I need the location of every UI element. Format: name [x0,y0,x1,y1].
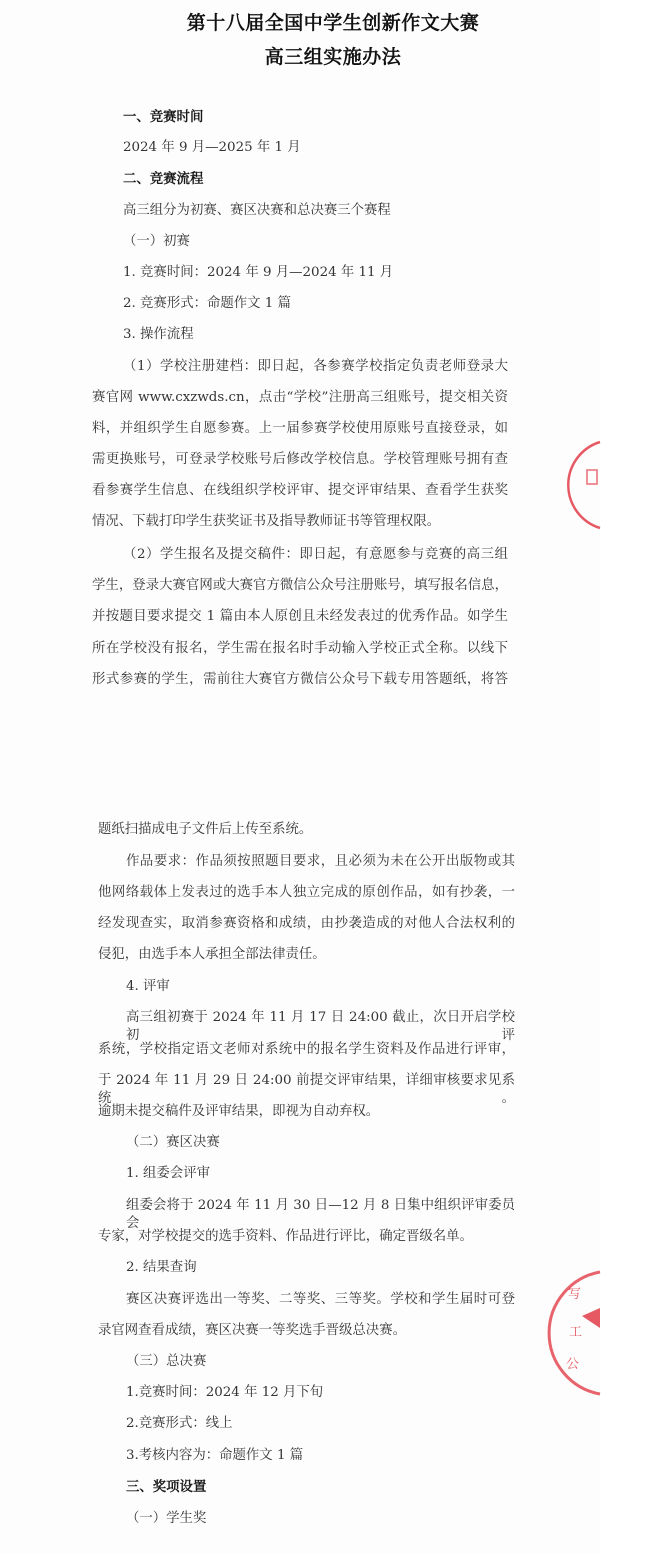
document-title: 第十八届全国中学生创新作文大赛 [186,12,480,34]
text-line: （1）学校注册建档：即日起，各参赛学校指定负责老师登录大 [123,359,508,374]
text-line: 高三组初赛于 2024 年 11 月 17 日 24:00 截止，次日开启学校初评 [126,1010,515,1043]
text-line: 组委会将于 2024 年 11 月 30 日—12 月 8 日集中组织评审委员会 [126,1198,515,1231]
text-line: 专家，对学校提交的选手资料、作品进行评比，确定晋级名单。 [98,1229,473,1244]
text-line: 他网络载体上发表过的选手本人独立完成的原创作品，如有抄袭，一 [98,885,515,900]
text-line: （一）学生奖 [126,1511,207,1526]
text-line: （二）赛区决赛 [126,1135,220,1150]
text-line: 所在学校没有报名，学生需在报名时手动输入学校正式全称。以线下 [92,641,508,656]
text-line: 录官网查看成绩，赛区决赛一等奖选手晋级总决赛。 [98,1323,406,1338]
text-line: 1. 组委会评审 [126,1166,210,1181]
red-seal-stamp [565,440,600,530]
text-line: 于 2024 年 11 月 29 日 24:00 前提交评审结果，详细审核要求见系统。 [98,1073,515,1106]
text-line: 1.竞赛时间：2024 年 12 月下旬 [126,1385,324,1400]
text-line: 情况、下载打印学生获奖证书及指导教师证书等管理权限。 [92,514,441,529]
section-heading: 二、竞赛流程 [123,171,204,187]
text-line: 4. 评审 [126,979,170,994]
svg-text:公: 公 [566,1357,580,1372]
text-line: 作品要求：作品须按照题目要求，且必须为未在公开出版物或其 [126,854,515,869]
text-line: 料，并组织学生自愿参赛。上一届参赛学校使用原账号直接登录，如 [92,421,508,436]
text-line: 3.考核内容为：命题作文 1 篇 [126,1448,304,1463]
text-line: 高三组分为初赛、赛区决赛和总决赛三个赛程 [123,203,391,218]
text-line: （2）学生报名及提交稿件：即日起，有意愿参与竞赛的高三组 [123,547,508,562]
text-line: 需更换账号，可登录学校账号后修改学校信息。学校管理账号拥有查 [92,452,508,467]
text-line: 2. 竞赛形式：命题作文 1 篇 [123,296,291,311]
text-line: 经发现查实，取消参赛资格和成绩，由抄袭造成的对他人合法权利的 [98,916,515,931]
text-line: 赛官网 www.cxzwds.cn，点击“学校”注册高三组账号，提交相关资 [92,390,508,405]
text-line: （一）初赛 [123,234,190,249]
text-line: 侵犯，由选手本人承担全部法律责任。 [98,947,326,962]
text-line: 并按题目要求提交 1 篇由本人原创且未经发表过的优秀作品。如学生 [92,609,508,624]
section-heading: 三、奖项设置 [126,1479,207,1495]
svg-text:工: 工 [569,1325,583,1340]
text-line: 学生，登录大赛官网或大赛官方微信公众号注册账号，填写报名信息， [92,578,508,593]
svg-text:写: 写 [568,1287,582,1302]
text-line: 赛区决赛评选出一等奖、二等奖、三等奖。学校和学生届时可登 [126,1292,515,1307]
text-line: 题纸扫描成电子文件后上传至系统。 [98,822,313,837]
text-line: 系统，学校指定语文老师对系统中的报名学生资料及作品进行评审， [98,1042,515,1057]
text-line: 2024 年 9 月—2025 年 1 月 [123,140,301,155]
text-line: 形式参赛的学生，需前往大赛官方微信公众号下载专用答题纸，将答 [92,672,508,687]
text-line: 1. 竞赛时间：2024 年 9 月—2024 年 11 月 [123,265,394,280]
text-line: 逾期未提交稿件及评审结果，即视为自动弃权。 [98,1104,380,1119]
text-line: 看参赛学生信息、在线组织学校评审、提交评审结果、查看学生获奖 [92,483,508,498]
document-subtitle: 高三组实施办法 [264,46,402,68]
text-line: 3. 操作流程 [123,327,194,342]
text-line: 2.竞赛形式：线上 [126,1416,233,1431]
red-seal-stamp [560,1268,600,1398]
section-heading: 一、竞赛时间 [123,109,204,125]
text-line: （三）总决赛 [126,1354,207,1369]
text-line: 2. 结果查询 [126,1260,197,1275]
